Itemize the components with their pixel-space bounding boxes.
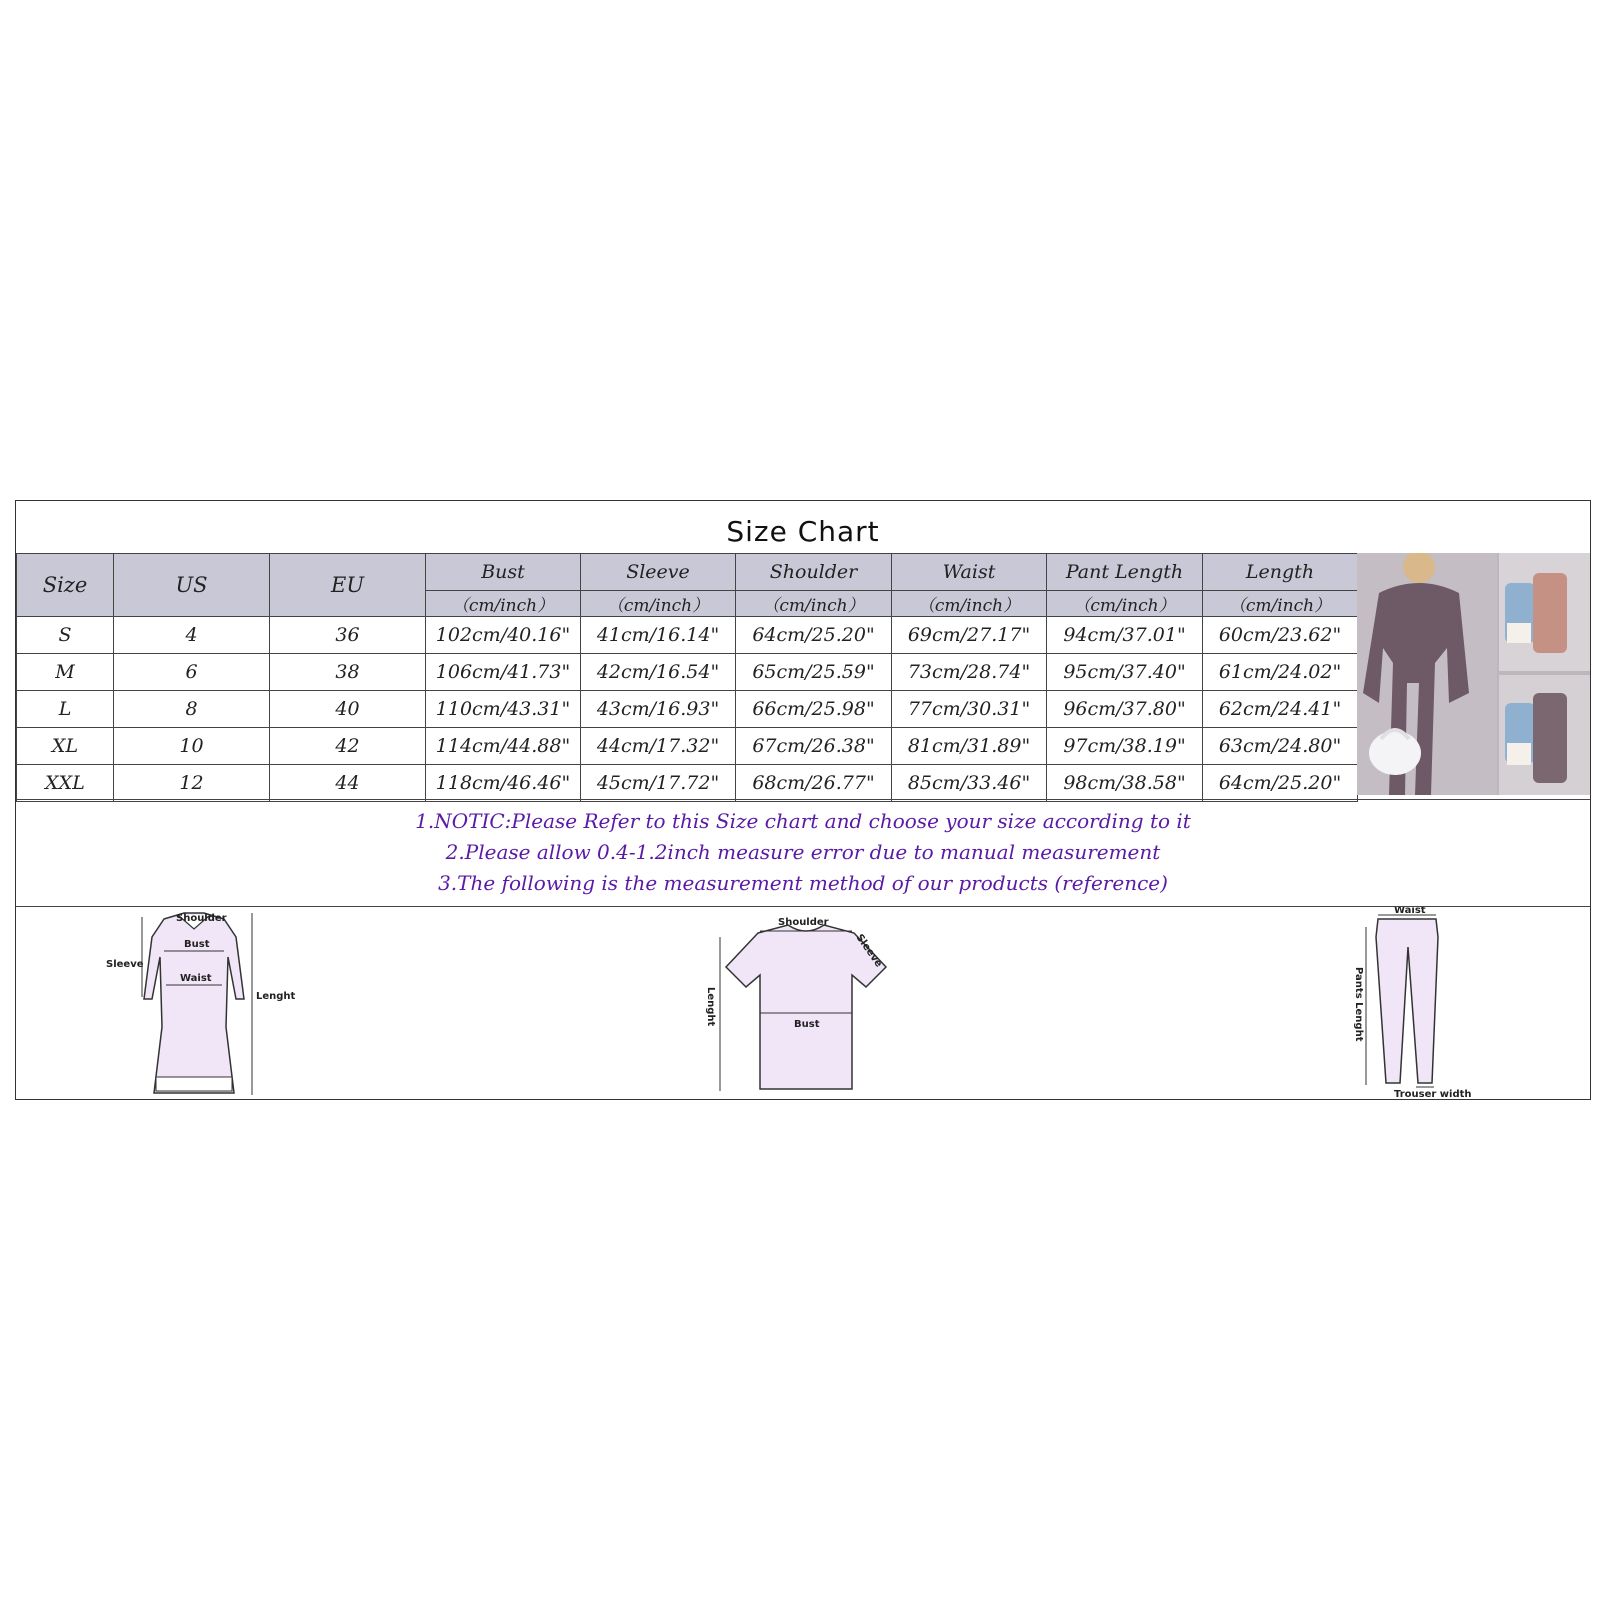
cell-waist: 77cm/30.31" — [892, 691, 1047, 728]
header-eu: EU — [270, 554, 426, 617]
tshirt-label-shoulder: Shoulder — [778, 917, 829, 928]
dress-label-length: Lenght — [256, 991, 296, 1002]
cell-eu: 36 — [270, 617, 426, 654]
header-us: US — [114, 554, 270, 617]
pants-measurement-figure — [1354, 907, 1474, 1103]
product-photo — [1357, 553, 1590, 795]
cell-eu: 44 — [270, 765, 426, 802]
note-line: 2.Please allow 0.4-1.2inch measure error due to manual measurement — [445, 840, 1161, 864]
cell-length: 61cm/24.02" — [1203, 654, 1358, 691]
cell-sleeve: 43cm/16.93" — [581, 691, 736, 728]
cell-bust: 106cm/41.73" — [426, 654, 581, 691]
cell-shoulder: 68cm/26.77" — [736, 765, 892, 802]
pants-label-trouser-width: Trouser width — [1394, 1089, 1472, 1099]
dress-label-shoulder: Shoulder — [176, 913, 227, 924]
cell-us: 10 — [114, 728, 270, 765]
cell-length: 62cm/24.41" — [1203, 691, 1358, 728]
size-chart-title: Size Chart — [726, 515, 880, 548]
header-sleeve: Sleeve — [581, 554, 736, 591]
table-header-row — [17, 554, 1358, 591]
header-length: Length — [1203, 554, 1358, 591]
cell-length: 60cm/23.62" — [1203, 617, 1358, 654]
note-line: 1.NOTIC:Please Refer to this Size chart and choose your size according to it — [415, 809, 1191, 833]
unit-label: （cm/inch） — [426, 591, 581, 617]
cell-size: XXL — [17, 765, 114, 802]
notes-section — [16, 799, 1590, 907]
cell-pant-length: 98cm/38.58" — [1047, 765, 1203, 802]
header-waist: Waist — [892, 554, 1047, 591]
cell-us: 4 — [114, 617, 270, 654]
pants-label-length: Pants Lenght — [1354, 967, 1364, 1042]
table-row — [17, 765, 1358, 802]
table-row — [17, 728, 1358, 765]
dress-label-bust: Bust — [184, 939, 210, 950]
cell-length: 63cm/24.80" — [1203, 728, 1358, 765]
note-line: 3.The following is the measurement method of our products (reference) — [438, 871, 1168, 895]
cell-bust: 110cm/43.31" — [426, 691, 581, 728]
cell-bust: 102cm/40.16" — [426, 617, 581, 654]
pants-label-waist: Waist — [1394, 907, 1426, 916]
cell-size: XL — [17, 728, 114, 765]
cell-sleeve: 45cm/17.72" — [581, 765, 736, 802]
cell-shoulder: 65cm/25.59" — [736, 654, 892, 691]
cell-waist: 69cm/27.17" — [892, 617, 1047, 654]
tshirt-label-length: Lenght — [705, 987, 716, 1027]
table-row — [17, 654, 1358, 691]
unit-label: （cm/inch） — [892, 591, 1047, 617]
header-bust: Bust — [426, 554, 581, 591]
unit-label: （cm/inch） — [1047, 591, 1203, 617]
cell-length: 64cm/25.20" — [1203, 765, 1358, 802]
cell-pant-length: 96cm/37.80" — [1047, 691, 1203, 728]
cell-sleeve: 44cm/17.32" — [581, 728, 736, 765]
dress-measurement-figure — [104, 907, 304, 1103]
cell-shoulder: 67cm/26.38" — [736, 728, 892, 765]
cell-shoulder: 66cm/25.98" — [736, 691, 892, 728]
cell-eu: 38 — [270, 654, 426, 691]
tshirt-label-sleeve: Sleeve — [853, 932, 885, 970]
cell-waist: 81cm/31.89" — [892, 728, 1047, 765]
cell-us: 6 — [114, 654, 270, 691]
cell-pant-length: 95cm/37.40" — [1047, 654, 1203, 691]
header-shoulder: Shoulder — [736, 554, 892, 591]
unit-label: （cm/inch） — [736, 591, 892, 617]
cell-sleeve: 41cm/16.14" — [581, 617, 736, 654]
table-row — [17, 691, 1358, 728]
cell-bust: 118cm/46.46" — [426, 765, 581, 802]
cell-size: S — [17, 617, 114, 654]
size-table — [16, 553, 1358, 802]
size-chart — [15, 500, 1591, 1100]
tshirt-measurement-figure — [696, 907, 916, 1103]
cell-waist: 73cm/28.74" — [892, 654, 1047, 691]
cell-sleeve: 42cm/16.54" — [581, 654, 736, 691]
unit-label: （cm/inch） — [1203, 591, 1358, 617]
unit-label: （cm/inch） — [581, 591, 736, 617]
cell-us: 12 — [114, 765, 270, 802]
cell-bust: 114cm/44.88" — [426, 728, 581, 765]
cell-size: M — [17, 654, 114, 691]
cell-us: 8 — [114, 691, 270, 728]
cell-eu: 42 — [270, 728, 426, 765]
header-size: Size — [17, 554, 114, 617]
cell-waist: 85cm/33.46" — [892, 765, 1047, 802]
tshirt-label-bust: Bust — [794, 1019, 820, 1030]
dress-label-sleeve: Sleeve — [106, 959, 144, 970]
cell-size: L — [17, 691, 114, 728]
cell-pant-length: 97cm/38.19" — [1047, 728, 1203, 765]
product-photo-art — [1357, 553, 1590, 795]
cell-shoulder: 64cm/25.20" — [736, 617, 892, 654]
dress-label-waist: Waist — [180, 973, 212, 984]
cell-eu: 40 — [270, 691, 426, 728]
table-row — [17, 617, 1358, 654]
cell-pant-length: 94cm/37.01" — [1047, 617, 1203, 654]
header-pant-length: Pant Length — [1047, 554, 1203, 591]
